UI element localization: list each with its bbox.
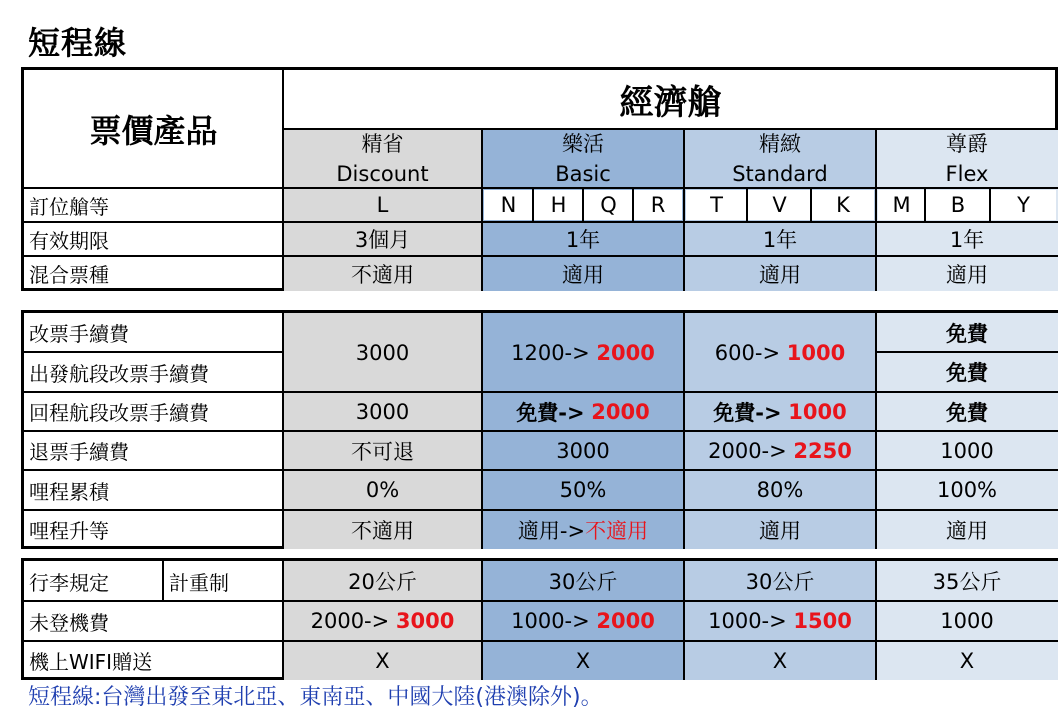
change-fee-flex: 免費 (946, 321, 988, 346)
booking-class-discount: L (376, 193, 389, 217)
grid-line (582, 188, 584, 222)
change-fee-standard (684, 313, 876, 392)
refund-discount: 不可退 (351, 439, 414, 464)
baggage-flex: 35公斤 (932, 570, 1002, 594)
fare-name-en: Discount (336, 161, 429, 186)
new-value: 3000 (395, 609, 455, 633)
outbound-change-fee-flex: 免費 (946, 361, 988, 385)
new-value: 不適用 (585, 518, 649, 543)
new-value: 1000 (786, 340, 846, 365)
baggage-system: 計重制 (169, 570, 229, 595)
fare-name-zh: 精緻 (759, 131, 801, 156)
change-fee-basic (482, 313, 684, 392)
row-label-wifi: 機上WIFI贈送 (29, 650, 153, 674)
no-show-discount (283, 601, 482, 641)
grid-line (282, 70, 284, 291)
booking-class-standard-t: T (686, 190, 747, 220)
validity-standard: 1年 (762, 228, 798, 252)
grid-line (24, 391, 1058, 393)
no-show-basic (482, 601, 684, 641)
old-value: 600-> (714, 340, 781, 365)
row-label-mixed-fare: 混合票種 (29, 263, 109, 287)
wifi-flex: X (959, 648, 975, 673)
mileage-flex: 100% (936, 478, 998, 502)
grid-line (683, 129, 685, 291)
grid-line (924, 188, 926, 222)
return-change-basic (482, 392, 684, 431)
wifi-standard: X (772, 648, 788, 673)
grid-line (24, 430, 1058, 432)
booking-class-basic-r: R (634, 190, 682, 220)
grid-line (632, 188, 634, 222)
mileage-discount: 0% (365, 478, 400, 502)
row-label-refund-fee: 退票手續費 (29, 440, 129, 464)
grid-line (875, 561, 877, 680)
grid-line (683, 561, 685, 680)
old-value: 1200-> (511, 340, 590, 365)
fees-table (21, 310, 1058, 549)
grid-line (24, 469, 1058, 471)
upgrade-discount: 不適用 (351, 518, 414, 543)
route-footnote: 短程線:台灣出發至東北亞、東南亞、中國大陸(港澳除外)。 (28, 685, 603, 710)
old-value: 1000-> (511, 609, 590, 633)
grid-line (24, 640, 1058, 642)
row-label-mileage-accrual: 哩程累積 (29, 479, 109, 504)
mixed-fare-flex: 適用 (946, 262, 988, 287)
grid-line (876, 351, 1058, 353)
old-value: 免費-> (713, 400, 782, 425)
wifi-discount: X (375, 648, 390, 673)
booking-class-standard-v: V (748, 190, 811, 220)
grid-line (481, 561, 483, 680)
grid-line (24, 509, 1058, 511)
baggage-basic: 30公斤 (548, 570, 618, 594)
validity-flex: 1年 (949, 228, 985, 252)
validity-basic: 1年 (565, 228, 601, 252)
fare-header-flex (876, 129, 1058, 188)
return-change-standard (684, 392, 876, 431)
booking-class-flex-m: M (878, 190, 925, 220)
grid-line (746, 188, 748, 222)
no-show-flex: 1000 (940, 609, 994, 633)
row-label-change-fee: 改票手續費 (29, 322, 129, 346)
no-show-standard (684, 601, 876, 641)
baggage-discount: 20公斤 (348, 570, 417, 594)
validity-discount: 3個月 (354, 228, 411, 252)
fare-name-zh: 精省 (361, 131, 404, 156)
mixed-fare-basic: 適用 (562, 262, 604, 287)
fare-header-standard (684, 129, 876, 188)
mileage-standard: 80% (756, 478, 804, 502)
change-fee-discount: 3000 (355, 340, 410, 365)
old-value: 2000-> (708, 438, 787, 463)
grid-line (532, 188, 534, 222)
grid-line (282, 561, 284, 680)
grid-line (24, 600, 1058, 602)
new-value: 2000 (596, 609, 655, 633)
economy-cabin-header: 經濟艙 (619, 83, 722, 123)
fare-header-basic (482, 129, 684, 188)
row-label-baggage: 行李規定 (29, 570, 109, 595)
fare-name-en: Basic (555, 161, 611, 186)
return-change-flex: 免費 (946, 400, 988, 425)
row-label-return-change-fee: 回程航段改票手續費 (29, 401, 209, 425)
baggage-standard: 30公斤 (745, 570, 815, 594)
grid-line (989, 188, 991, 222)
new-value: 2000 (596, 340, 655, 365)
page-title: 短程線 (28, 24, 128, 62)
booking-class-basic-h: H (534, 190, 583, 220)
fare-header-table (21, 67, 1058, 291)
grid-line (24, 351, 283, 353)
old-value: 2000-> (310, 609, 390, 633)
fare-name-zh: 尊爵 (946, 131, 988, 156)
fare-name-en: Standard (732, 161, 828, 186)
fare-product-header: 票價產品 (89, 112, 218, 150)
row-label-no-show-fee: 未登機費 (29, 610, 109, 635)
grid-line (24, 221, 1058, 223)
service-table (21, 558, 1058, 680)
wifi-basic: X (575, 648, 591, 673)
fare-name-en: Flex (945, 161, 989, 186)
row-label-outbound-change-fee: 出發航段改票手續費 (29, 361, 209, 386)
booking-class-flex-b: B (926, 190, 990, 220)
refund-standard (684, 431, 876, 470)
grid-line (481, 129, 483, 291)
new-value: 2000 (591, 399, 650, 424)
upgrade-flex: 適用 (946, 518, 988, 543)
new-value: 1500 (793, 609, 852, 633)
grid-line (162, 561, 164, 601)
grid-line (875, 129, 877, 291)
upgrade-basic (482, 510, 684, 549)
grid-line (810, 188, 812, 222)
fare-header-discount (283, 129, 482, 188)
new-value: 2250 (793, 438, 852, 463)
mileage-basic: 50% (559, 478, 607, 502)
old-value: 1000-> (708, 609, 787, 633)
row-label-mileage-upgrade: 哩程升等 (29, 519, 109, 543)
grid-line (24, 187, 1058, 189)
new-value: 1000 (788, 399, 847, 424)
fare-name-zh: 樂活 (562, 131, 604, 156)
refund-flex: 1000 (940, 438, 994, 463)
return-change-discount: 3000 (355, 399, 410, 424)
booking-class-basic-n: N (484, 190, 533, 220)
row-label-booking-class: 訂位艙等 (29, 194, 109, 219)
upgrade-standard: 適用 (759, 518, 801, 543)
refund-basic: 3000 (556, 438, 610, 463)
old-value: 適用-> (517, 518, 586, 543)
grid-line (282, 128, 1058, 130)
booking-class-flex-y: Y (991, 190, 1056, 220)
mixed-fare-standard: 適用 (759, 262, 801, 287)
booking-class-standard-k: K (812, 190, 874, 220)
booking-class-basic-q: Q (584, 190, 633, 220)
mixed-fare-discount: 不適用 (351, 262, 414, 287)
row-label-validity: 有效期限 (29, 228, 109, 253)
old-value: 免費-> (516, 400, 585, 425)
grid-line (24, 255, 1058, 257)
